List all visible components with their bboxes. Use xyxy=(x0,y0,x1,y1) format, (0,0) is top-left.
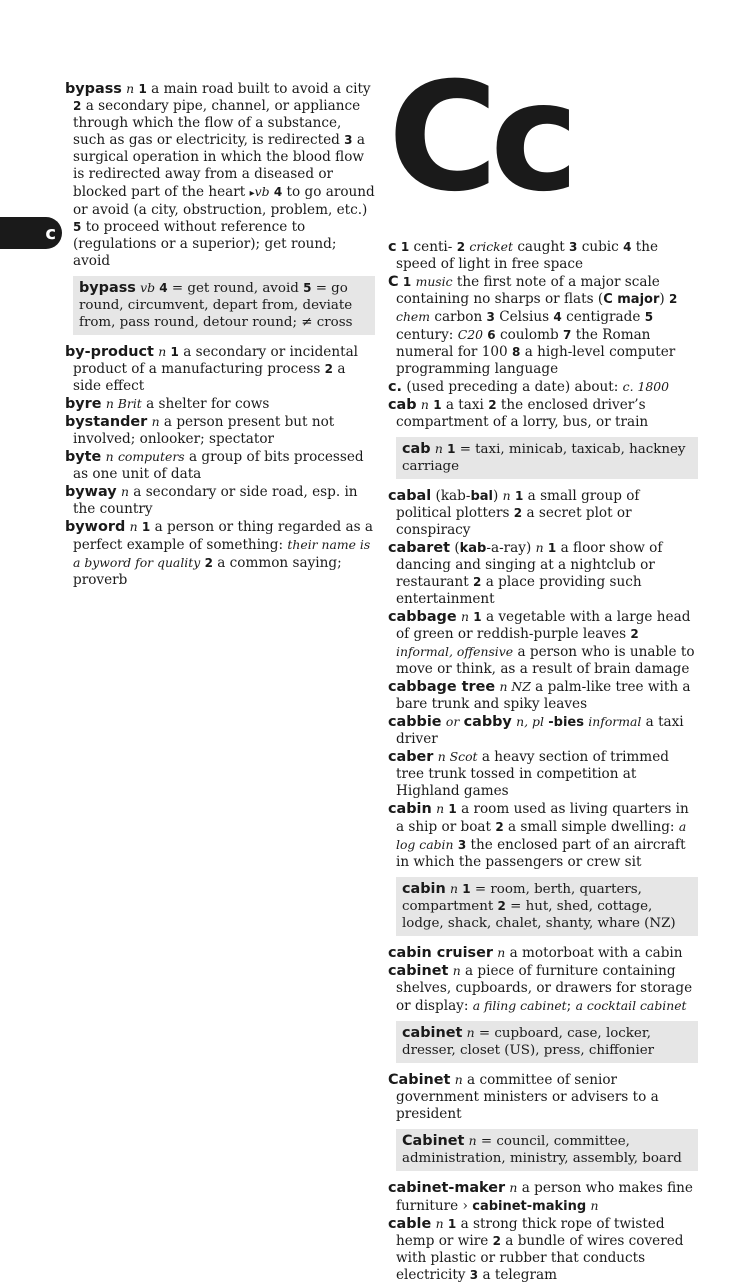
entry-bypass xyxy=(65,80,375,270)
definition: (used preceding a date) about: xyxy=(406,379,619,395)
definition: the speed of light in free space xyxy=(396,239,659,272)
definition: a secondary or side road, esp. in the country xyxy=(73,484,358,517)
sense-number: 1 xyxy=(448,802,457,816)
definition: a secondary or incidental product of a manufacturing process xyxy=(73,344,359,377)
synonyms: = hut, shed, cottage, lodge, shack, chalet, shanty, whare (NZ) xyxy=(402,899,676,931)
part-of-speech: n xyxy=(105,449,114,464)
entry-cabaret xyxy=(388,539,698,608)
sense-number: 2 xyxy=(669,292,678,306)
entry-cabbage xyxy=(388,608,698,678)
definition: a side effect xyxy=(73,361,346,394)
definition-end: ) xyxy=(659,291,665,307)
definition: a bundle of wires covered with plastic or rubber that conducts electricity xyxy=(396,1233,684,1283)
thesaurus-box-bypass xyxy=(73,276,375,335)
part-of-speech: n xyxy=(454,1072,463,1087)
part-of-speech: n xyxy=(509,1180,518,1195)
definition: a secret plot or conspiracy xyxy=(396,505,632,538)
part-of-speech: n xyxy=(434,441,443,456)
usage-label: computers xyxy=(117,449,185,464)
headword: byway xyxy=(65,484,117,500)
sense-number: 3 xyxy=(344,133,353,147)
definition: a person who is unable to move or think, as a result of brain damage xyxy=(396,644,695,677)
sense-number: 1 xyxy=(447,442,456,456)
sense-number: 1 xyxy=(547,541,557,555)
sense-number: 5 xyxy=(644,310,654,324)
headword: caber xyxy=(388,749,434,765)
sense-number: 3 xyxy=(457,838,467,852)
definition: a place providing such entertainment xyxy=(396,574,642,607)
entry-byre xyxy=(65,395,375,413)
definition: a person who makes fine furniture xyxy=(396,1180,693,1214)
sense-number: 1 xyxy=(433,398,442,412)
sense-number: 2 xyxy=(497,899,506,913)
headword: cabaret xyxy=(388,540,450,556)
headword: cab xyxy=(388,397,417,413)
entry-cabin-cruiser xyxy=(388,944,698,962)
part-of-speech: n NZ xyxy=(499,679,531,694)
definition: carbon xyxy=(434,309,483,325)
entry-byword xyxy=(65,518,375,589)
sense-number: 2 xyxy=(473,575,482,589)
definition: centi- xyxy=(413,239,453,255)
sense-number: 4 xyxy=(159,281,168,295)
sense-number: 6 xyxy=(487,328,496,342)
sense-number: 2 xyxy=(513,506,523,520)
headword: byre xyxy=(65,396,102,412)
sense-number: 1 xyxy=(473,610,482,624)
headword: cabbie xyxy=(388,714,442,730)
pronunciation-stress: bal xyxy=(470,489,494,504)
synonyms: = go round, circumvent, depart from, deviate from, pass round, detour round; xyxy=(79,281,353,330)
definition: a palm-like tree with a bare trunk and spiky leaves xyxy=(396,679,691,712)
entry-c-dot xyxy=(388,378,698,396)
sense-number: 1 xyxy=(447,1217,457,1231)
headword: by-product xyxy=(65,344,154,360)
synonyms: = room, berth, quarters, compartment xyxy=(402,882,642,914)
definition: cubic xyxy=(581,239,619,255)
definition: a shelter for cows xyxy=(146,396,270,412)
definition: a small simple dwelling: xyxy=(508,819,675,835)
definition: centigrade xyxy=(566,309,641,325)
sense-number: 1 xyxy=(462,882,471,896)
entry-cab xyxy=(388,396,698,431)
definition: a taxi xyxy=(445,397,484,413)
definition: a surgical operation in which the blood flow is redirected away from a diseased or blocked part of the heart xyxy=(73,132,365,200)
definition: a piece of furniture containing shelves, cupboards, or drawers for storage or display: xyxy=(396,963,693,1014)
definition: a heavy section of trimmed tree trunk tossed in competition at Highland games xyxy=(396,749,669,799)
definition: to proceed without reference to (regulations or a superior); get round; avoid xyxy=(73,219,337,269)
part-of-speech: n xyxy=(466,1025,475,1040)
entry-cabin xyxy=(388,800,698,871)
part-of-speech: n xyxy=(126,81,135,96)
synonyms: = taxi, minicab, taxicab, hackney carriage xyxy=(402,442,686,474)
thesaurus-box-cabinet xyxy=(396,1021,698,1063)
sense-number: 2 xyxy=(495,820,504,834)
definition: Celsius xyxy=(499,309,550,325)
synonyms: = cupboard, case, locker, dresser, closet (US), press, chiffonier xyxy=(402,1026,655,1058)
section-letter: Cc xyxy=(388,51,571,225)
pronunciation: -a-ray) xyxy=(486,540,532,556)
part-of-speech: n xyxy=(502,488,511,503)
sense-number: 3 xyxy=(486,310,495,324)
sense-number: 2 xyxy=(492,1234,501,1248)
part-of-speech: n xyxy=(450,881,458,896)
example: c. 1800 xyxy=(622,379,669,394)
thesaurus-box-cabin xyxy=(396,877,698,936)
sense-number: 1 xyxy=(138,82,147,96)
thesaurus-box-cab xyxy=(396,437,698,479)
sense-number: 7 xyxy=(563,328,572,342)
headword: cabin xyxy=(388,801,432,817)
sense-number: 2 xyxy=(324,362,333,376)
antonym: ≠ cross xyxy=(301,315,353,330)
sense-number: 1 xyxy=(514,489,524,503)
cross-reference: C major xyxy=(603,292,660,307)
sense-number: 4 xyxy=(553,310,562,324)
headword: c. xyxy=(388,379,402,395)
definition: the first note of a major scale containing no sharps or flats ( xyxy=(396,274,660,307)
part-of-speech: n xyxy=(468,1133,477,1148)
headword: byword xyxy=(65,519,126,535)
tab-letter: c xyxy=(45,222,56,244)
definition: a motorboat with a cabin xyxy=(509,945,683,961)
headword: cabin cruiser xyxy=(388,945,493,961)
example: C20 xyxy=(457,327,483,342)
headword-variant: cabby xyxy=(463,714,512,730)
example: a cocktail cabinet xyxy=(575,998,687,1013)
sense-number: 3 xyxy=(469,1268,479,1282)
headword: C xyxy=(388,274,399,290)
synonyms: = council, committee, administration, ministry, assembly, board xyxy=(402,1134,682,1166)
definition: century: xyxy=(396,327,454,343)
entry-cabal xyxy=(388,487,698,539)
definition: a vegetable with a large head of green or reddish-purple leaves xyxy=(396,609,691,642)
entry-cabinet-capital xyxy=(388,1071,698,1123)
part-of-speech: n xyxy=(535,540,544,555)
definition: a floor show of dancing and singing at a nightclub or restaurant xyxy=(396,540,663,590)
thesaurus-headword: Cabinet xyxy=(402,1133,465,1149)
usage-label: chem xyxy=(396,309,431,324)
sense-number: 1 xyxy=(141,520,151,534)
part-of-speech: n xyxy=(590,1198,599,1213)
definition: a secondary pipe, channel, or appliance through which the flow of a substance, such as gas or electricity, is redirected xyxy=(73,98,361,148)
part-of-speech: n xyxy=(129,519,138,534)
sense-number: 2 xyxy=(488,398,497,412)
definition: a strong thick rope of twisted hemp or wire xyxy=(396,1216,665,1249)
thesaurus-headword: cabin xyxy=(402,881,446,897)
left-column xyxy=(65,80,375,589)
derivative-marker-icon: › xyxy=(462,1198,468,1214)
headword: cabinet-maker xyxy=(388,1180,506,1196)
definition: the Roman numeral for 100 xyxy=(396,327,651,360)
usage-label: cricket xyxy=(469,239,513,254)
pronunciation: ( xyxy=(454,540,460,556)
part-of-speech: n xyxy=(120,484,129,499)
entry-by-product xyxy=(65,343,375,395)
entry-cable xyxy=(388,1215,698,1284)
sense-number: 8 xyxy=(512,345,521,359)
sense-number: 1 xyxy=(170,345,179,359)
definition: caught xyxy=(517,239,565,255)
definition: a small group of political plotters xyxy=(396,488,640,521)
part-of-speech: n xyxy=(420,397,429,412)
pronunciation-stress: kab xyxy=(459,541,487,556)
derivative: cabinet-making xyxy=(472,1199,587,1214)
headword: cabbage tree xyxy=(388,679,496,695)
headword: bystander xyxy=(65,414,148,430)
sense-number: 3 xyxy=(569,240,578,254)
sense-number: 5 xyxy=(303,281,312,295)
headword: bypass xyxy=(65,81,122,97)
part-of-speech: n xyxy=(452,963,461,978)
part-of-speech: n xyxy=(497,945,506,960)
definition: a telegram xyxy=(482,1267,558,1283)
headword: cabinet xyxy=(388,963,449,979)
part-of-speech: vb xyxy=(140,280,156,295)
example: a filing cabinet xyxy=(472,998,567,1013)
sense-number: 2 xyxy=(456,240,466,254)
sense-number: 5 xyxy=(73,220,82,234)
thesaurus-box-cabinet-capital xyxy=(396,1129,698,1171)
definition: a taxi driver xyxy=(396,714,684,747)
definition: a main road built to avoid a city xyxy=(151,81,371,97)
entry-cabbie xyxy=(388,713,698,748)
right-column xyxy=(388,238,698,1284)
sense-number: 2 xyxy=(630,627,639,641)
entry-c-lower xyxy=(388,238,698,273)
sense-number: 1 xyxy=(402,275,412,289)
pronunciation: ) xyxy=(493,488,499,504)
usage-label: informal xyxy=(588,714,642,729)
plural-form: -bies xyxy=(548,715,584,730)
sense-number: 4 xyxy=(623,240,632,254)
sense-number: 2 xyxy=(73,99,82,113)
definition: a group of bits processed as one unit of data xyxy=(73,449,364,482)
part-of-speech: n Scot xyxy=(437,749,478,764)
headword: cabal xyxy=(388,488,432,504)
definition: the enclosed driver’s compartment of a lorry, bus, or train xyxy=(396,397,649,430)
definition: a person or thing regarded as a perfect example of something: xyxy=(73,519,373,553)
variant-connector: or xyxy=(445,714,460,729)
definition: a high-level computer programming language xyxy=(396,344,676,377)
thesaurus-headword: bypass xyxy=(79,280,136,296)
headword: cable xyxy=(388,1216,432,1232)
definition: a common saying; proverb xyxy=(73,555,342,588)
definition: a room used as living quarters in a ship or boat xyxy=(396,801,689,835)
part-of-speech: n xyxy=(435,1216,444,1231)
example: their name is a byword for quality xyxy=(73,537,371,570)
sense-number: 1 xyxy=(400,240,410,254)
part-of-speech: n xyxy=(151,414,160,429)
part-of-speech: vb xyxy=(254,184,270,199)
entry-byte xyxy=(65,448,375,483)
entry-cabbage-tree xyxy=(388,678,698,713)
entry-caber xyxy=(388,748,698,800)
example: a log cabin xyxy=(396,819,687,852)
pronunciation: (kab- xyxy=(435,488,471,504)
usage-label: music xyxy=(415,274,453,289)
part-of-speech: n xyxy=(460,609,469,624)
definition: the enclosed part of an aircraft in which the passengers or crew sit xyxy=(396,837,686,870)
thesaurus-headword: cab xyxy=(402,441,431,457)
thumb-index-tab xyxy=(0,217,62,249)
headword: c xyxy=(388,239,397,255)
separator: ; xyxy=(566,998,572,1014)
part-of-speech: n Brit xyxy=(105,396,142,411)
headword: byte xyxy=(65,449,102,465)
entry-c-upper xyxy=(388,273,698,378)
definition: a committee of senior government ministers or advisers to a president xyxy=(396,1072,659,1122)
usage-label: informal, offensive xyxy=(396,644,514,659)
part-of-speech: n, pl xyxy=(516,714,544,729)
entry-cabinet xyxy=(388,962,698,1015)
entry-byway xyxy=(65,483,375,518)
thesaurus-headword: cabinet xyxy=(402,1025,463,1041)
part-of-speech: n xyxy=(436,801,445,816)
definition: coulomb xyxy=(499,327,559,343)
part-of-speech: n xyxy=(158,344,167,359)
pos-change-arrow-icon: ▸ xyxy=(249,188,255,199)
sense-number: 4 xyxy=(273,185,283,199)
definition: to go around or avoid (a city, obstruction, problem, etc.) xyxy=(73,184,375,218)
sense-number: 2 xyxy=(204,556,213,570)
headword: cabbage xyxy=(388,609,457,625)
headword: Cabinet xyxy=(388,1072,451,1088)
definition: a person present but not involved; onlooker; spectator xyxy=(73,414,335,447)
synonyms: = get round, avoid xyxy=(171,281,299,296)
entry-cabinet-maker xyxy=(388,1179,698,1215)
entry-bystander xyxy=(65,413,375,448)
